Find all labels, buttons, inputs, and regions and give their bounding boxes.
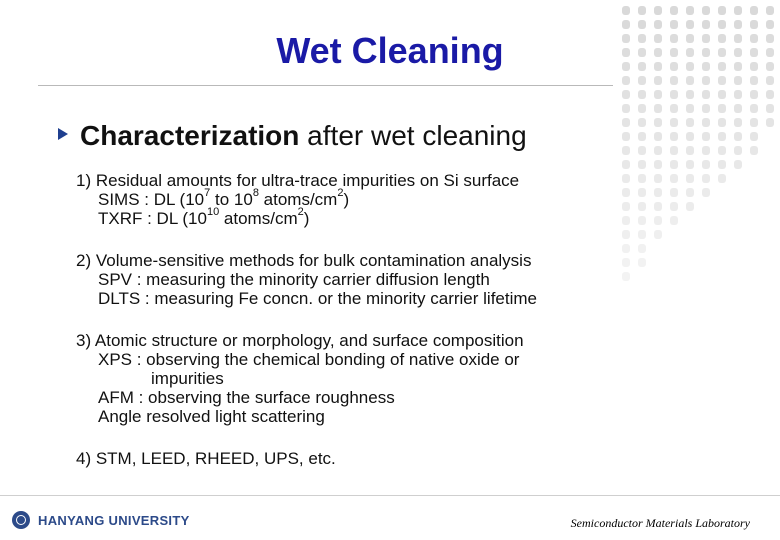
heading-bold: Characterization: [80, 120, 300, 151]
footer-divider: [0, 495, 780, 496]
list-item: [76, 331, 537, 426]
lab-name: Semiconductor Materials Laboratory: [570, 516, 750, 530]
item-header: 2) Volume-sensitive methods for bulk contamination analysis: [76, 251, 532, 270]
list-item: [76, 449, 537, 468]
item-line-angle: Angle resolved light scattering: [98, 407, 325, 426]
list-item: [76, 171, 537, 228]
item-list: [76, 171, 537, 491]
heading-rest: after wet cleaning: [299, 120, 527, 151]
item-header: 3) Atomic structure or morphology, and surface composition: [76, 331, 524, 350]
list-item: [76, 251, 537, 308]
triangle-bullet-icon: [58, 128, 68, 140]
section-heading: [58, 120, 527, 152]
university-name: HANYANG UNIVERSITY: [38, 512, 190, 528]
university-logo: [12, 511, 190, 529]
university-seal-icon: [12, 511, 30, 529]
item-line-dlts: DLTS : measuring Fe concn. or the minority carrier lifetime: [98, 289, 537, 308]
item-line-spv: SPV : measuring the minority carrier diffusion length: [98, 270, 490, 289]
item-line-afm: AFM : observing the surface roughness: [98, 388, 395, 407]
item-line-txrf: TXRF : DL ($10^{10}$ atoms/$cm^2$): [98, 206, 310, 228]
item-line-sims: SIMS : DL ($10^7$ to $10^8$ atoms/$cm^2$): [98, 187, 350, 209]
title-divider: [38, 85, 613, 86]
item-line-xps: XPS : observing the chemical bonding of native oxide or: [98, 350, 520, 369]
item-header: 4) STM, LEED, RHEED, UPS, etc.: [76, 449, 336, 468]
slide-title: Wet Cleaning: [276, 30, 504, 71]
item-header: 1) Residual amounts for ultra-trace impurities on Si surface: [76, 171, 520, 190]
decorative-pattern-icon: [608, 0, 780, 290]
item-line-xps-cont: impurities: [151, 369, 224, 388]
